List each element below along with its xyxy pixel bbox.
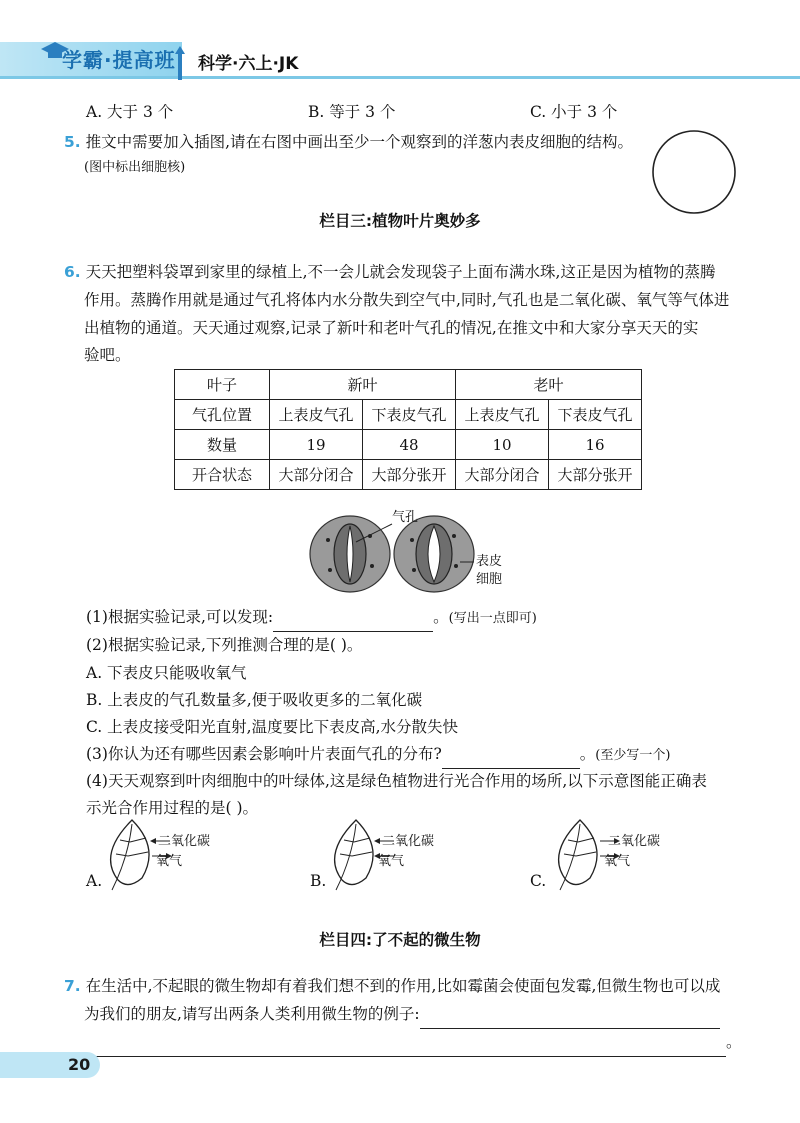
pencil-icon [172,46,188,80]
q7-text-1: 在生活中,不起眼的微生物却有着我们想不到的作用,比如霉菌会使面包发霉,但微生物也可以成 [85,977,721,995]
closed-stoma-drawing [310,516,390,592]
q7-line3 [84,1028,742,1057]
table-cell: 下表皮气孔 [363,400,456,430]
q6-sub3-text: (3)你认为还有哪些因素会影响叶片表面气孔的分布? [86,745,442,763]
q4-option-b: B. 等于 3 个 [308,103,396,121]
leaf-option-c[interactable]: C. [530,872,547,890]
q6-sub2: (2)根据实验记录,下列推测合理的是( )。 [86,636,363,654]
stomata-table [174,369,642,490]
q6-sub4-line1: (4)天天观察到叶肉细胞中的叶绿体,这是绿色植物进行光合作用的场所,以下示意图能正确表 [86,772,707,790]
table-cell: 大部分闭合 [270,460,363,490]
q7-line2 [84,1000,720,1029]
q6-number: 6. [64,263,81,281]
table-row [175,370,642,400]
leaf-b-o2: 氧气 [378,854,405,869]
leaf-diagram-b [322,818,382,892]
leaf-c-co2: 二氧化碳 [608,834,661,849]
brand-title: 学霸·提高班 [62,48,176,72]
q4-option-c: C. 小于 3 个 [530,103,618,121]
label-stoma: 气孔 [392,510,419,525]
table-cell: 16 [549,430,642,460]
q6-sub3-end: 。 [579,745,596,763]
q6-sub1 [86,603,537,633]
subject-label: 科学·六上·JK [198,54,299,74]
q7-text-2: 为我们的朋友,请写出两条人类利用微生物的例子: [84,1005,420,1023]
q6-sub2-option-a: A. 下表皮只能吸收氧气 [86,664,247,682]
leaf-a-o2: 氧气 [156,854,183,869]
leaf-diagram-a [98,818,158,892]
leaf-a-co2: 二氧化碳 [158,834,211,849]
table-cell: 上表皮气孔 [270,400,363,430]
label-epidermis-2: 细胞 [476,572,503,587]
leaf-b-co2: 二氧化碳 [382,834,435,849]
table-cell: 开合状态 [175,460,270,490]
table-cell: 老叶 [456,370,642,400]
q6-sub4-line2: 示光合作用过程的是( )。 [86,799,259,817]
answer-blank-7b[interactable] [84,1028,726,1057]
leaf-option-b[interactable]: B. [310,872,327,890]
table-cell: 新叶 [270,370,456,400]
q6-sub1-note: (写出一点即可) [448,611,537,626]
table-cell: 大部分张开 [363,460,456,490]
table-cell: 上表皮气孔 [456,400,549,430]
answer-blank-1[interactable] [273,603,433,632]
table-row [175,460,642,490]
q5-question [64,128,633,156]
table-cell: 10 [456,430,549,460]
table-cell: 48 [363,430,456,460]
q6-sub3 [86,740,670,770]
table-cell: 19 [270,430,363,460]
q6-sub2-option-b: B. 上表皮的气孔数量多,便于吸收更多的二氧化碳 [86,691,423,709]
q6-text-2: 作用。蒸腾作用就是通过气孔将体内水分散失到空气中,同时,气孔也是二氧化碳、氧气等气体进 [84,291,730,309]
q6-sub1-end: 。 [433,608,449,626]
page-header [0,0,800,78]
section-3-title: 栏目三:植物叶片奥妙多 [319,212,481,230]
q6-sub2-option-c: C. 上表皮接受阳光直射,温度要比下表皮高,水分散失快 [86,718,459,736]
leaf-option-a[interactable]: A. [86,872,103,890]
q7-line1 [64,972,720,1000]
q4-option-a: A. 大于 3 个 [86,103,174,121]
table-cell: 下表皮气孔 [549,400,642,430]
answer-blank-3[interactable] [442,740,580,769]
section-4-title: 栏目四:了不起的微生物 [319,931,481,949]
table-cell: 叶子 [175,370,270,400]
table-cell: 大部分张开 [549,460,642,490]
q7-end: 。 [726,1033,742,1051]
table-cell: 大部分闭合 [456,460,549,490]
q6-sub1-text: (1)根据实验记录,可以发现: [86,608,274,626]
q6-text-1: 天天把塑料袋罩到家里的绿植上,不一会儿就会发现袋子上面布满水珠,这正是因为植物的蒸腾 [85,263,716,281]
page-number: 20 [68,1055,91,1074]
q6-text-4: 验吧。 [84,346,131,364]
q6-sub3-note: (至少写一个) [595,748,671,763]
table-row [175,400,642,430]
header-rule [0,76,800,79]
table-cell: 气孔位置 [175,400,270,430]
table-row [175,430,642,460]
q6-line1 [64,258,715,286]
q5-note: (图中标出细胞核) [84,160,186,175]
q5-number: 5. [64,133,81,151]
q7-number: 7. [64,977,81,995]
leaf-c-o2: 氧气 [604,854,631,869]
drawing-circle[interactable] [650,128,738,216]
leaf-diagram-c [546,818,606,892]
table-cell: 数量 [175,430,270,460]
label-epidermis-1: 表皮 [476,554,503,569]
q6-text-3: 出植物的通道。天天通过观察,记录了新叶和老叶气孔的情况,在推文中和大家分享天天的实 [84,319,699,337]
q5-text: 推文中需要加入插图,请在右图中画出至少一个观察到的洋葱内表皮细胞的结构。 [85,133,634,151]
answer-blank-7a[interactable] [420,1000,720,1029]
